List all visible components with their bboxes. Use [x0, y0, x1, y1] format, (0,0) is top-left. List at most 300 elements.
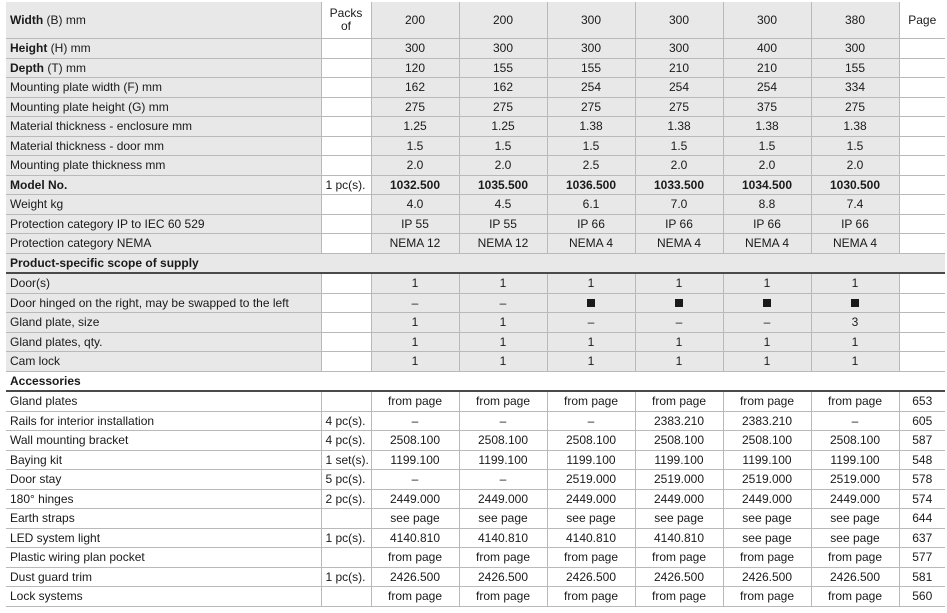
scope-packs — [321, 293, 371, 313]
accessory-value: 2383.210 — [723, 411, 811, 431]
filled-square-icon — [587, 299, 595, 307]
spec-page — [899, 234, 945, 254]
accessory-value: see page — [811, 509, 899, 529]
accessory-label: Gland plates — [6, 391, 321, 411]
spec-value: 1.5 — [723, 136, 811, 156]
spec-label-text: (T) mm — [44, 60, 86, 75]
accessory-row — [6, 528, 945, 548]
accessory-page: 578 — [899, 470, 945, 490]
packs-header — [321, 2, 371, 39]
spec-packs — [321, 214, 371, 234]
scope-packs — [321, 332, 371, 352]
spec-page — [899, 58, 945, 78]
scope-row — [6, 273, 945, 293]
spec-value: 1.25 — [371, 117, 459, 137]
accessory-value: from page — [723, 587, 811, 607]
spec-label-bold: Height — [10, 41, 48, 56]
spec-packs — [321, 39, 371, 59]
accessory-value: – — [371, 411, 459, 431]
spec-label-bold: Depth — [10, 60, 44, 75]
accessory-value: 1199.100 — [547, 450, 635, 470]
spec-label-text: Weight kg — [10, 197, 64, 212]
spec-value: 120 — [371, 58, 459, 78]
spec-page — [899, 97, 945, 117]
accessory-page: 581 — [899, 567, 945, 587]
spec-label-bold: Model No. — [10, 177, 68, 192]
accessory-packs: 1 pc(s). — [321, 567, 371, 587]
spec-value: 1035.500 — [459, 175, 547, 195]
scope-value: 1 — [547, 273, 635, 293]
spec-value: NEMA 4 — [723, 234, 811, 254]
spec-value: 2.0 — [811, 156, 899, 176]
spec-value: 2.5 — [547, 156, 635, 176]
spec-value: 2.0 — [723, 156, 811, 176]
spec-value: NEMA 4 — [635, 234, 723, 254]
accessory-row — [6, 587, 945, 607]
accessory-value: from page — [635, 548, 723, 568]
accessory-value: from page — [459, 548, 547, 568]
spec-packs — [321, 234, 371, 254]
scope-value: 1 — [635, 273, 723, 293]
spec-label-text: Material thickness - door mm — [10, 138, 165, 153]
accessory-value: from page — [459, 391, 547, 411]
accessory-label: Door stay — [6, 470, 321, 490]
page-header: Page — [899, 2, 945, 39]
spec-value: 2.0 — [371, 156, 459, 176]
spec-value: 162 — [371, 78, 459, 98]
scope-value: 1 — [547, 332, 635, 352]
spec-value: 1.5 — [371, 136, 459, 156]
accessory-label: LED system light — [6, 528, 321, 548]
spec-value: 300 — [723, 2, 811, 39]
spec-value: 275 — [547, 97, 635, 117]
spec-value: 1033.500 — [635, 175, 723, 195]
accessory-value: 2508.100 — [811, 431, 899, 451]
spec-value: 275 — [635, 97, 723, 117]
spec-packs — [321, 195, 371, 215]
accessory-value: 2383.210 — [635, 411, 723, 431]
spec-value: 200 — [371, 2, 459, 39]
scope-value: 1 — [723, 332, 811, 352]
scope-value: – — [459, 293, 547, 313]
scope-value: 1 — [547, 352, 635, 372]
accessory-packs — [321, 548, 371, 568]
spec-value: 6.1 — [547, 195, 635, 215]
accessory-row — [6, 548, 945, 568]
scope-value — [635, 293, 723, 313]
spec-value: 162 — [459, 78, 547, 98]
spec-row — [6, 234, 945, 254]
spec-packs — [321, 58, 371, 78]
spec-label-text: Protection category NEMA — [10, 236, 152, 251]
spec-row — [6, 156, 945, 176]
accessory-value: see page — [371, 509, 459, 529]
scope-packs — [321, 313, 371, 333]
accessory-value: from page — [459, 587, 547, 607]
accessory-value: see page — [459, 509, 547, 529]
accessory-value: 2449.000 — [635, 489, 723, 509]
scope-packs — [321, 273, 371, 293]
accessory-page: 605 — [899, 411, 945, 431]
scope-value: 1 — [635, 332, 723, 352]
spec-label — [6, 234, 321, 254]
spec-label — [6, 2, 321, 39]
scope-title-row — [6, 253, 945, 273]
scope-value: – — [635, 313, 723, 333]
spec-value: 300 — [635, 2, 723, 39]
accessory-label: Baying kit — [6, 450, 321, 470]
spec-label-text: Protection category IP to IEC 60 529 — [10, 216, 205, 231]
accessory-label: Lock systems — [6, 587, 321, 607]
scope-label: Door(s) — [6, 273, 321, 293]
spec-value: 1.5 — [547, 136, 635, 156]
accessory-row — [6, 391, 945, 411]
spec-label-text: Mounting plate height (G) mm — [10, 99, 169, 114]
spec-value: 275 — [811, 97, 899, 117]
scope-value — [811, 293, 899, 313]
spec-value: 300 — [635, 39, 723, 59]
spec-value: NEMA 12 — [459, 234, 547, 254]
scope-value: 1 — [811, 332, 899, 352]
spec-value: 1030.500 — [811, 175, 899, 195]
accessory-value: 1199.100 — [371, 450, 459, 470]
spec-value: 275 — [459, 97, 547, 117]
accessory-value: from page — [547, 548, 635, 568]
spec-value: 1.38 — [811, 117, 899, 137]
accessory-value: 1199.100 — [635, 450, 723, 470]
accessory-page: 644 — [899, 509, 945, 529]
spec-label — [6, 195, 321, 215]
scope-value: 1 — [459, 273, 547, 293]
spec-value: 7.0 — [635, 195, 723, 215]
spec-value: IP 55 — [371, 214, 459, 234]
scope-value — [723, 293, 811, 313]
accessory-page: 548 — [899, 450, 945, 470]
spec-label — [6, 39, 321, 59]
accessory-value: from page — [811, 548, 899, 568]
accessory-value: 2449.000 — [547, 489, 635, 509]
accessory-value: 2426.500 — [371, 567, 459, 587]
scope-label: Gland plate, size — [6, 313, 321, 333]
spec-value: NEMA 12 — [371, 234, 459, 254]
spec-value: IP 66 — [547, 214, 635, 234]
spec-value: 254 — [723, 78, 811, 98]
spec-label — [6, 214, 321, 234]
accessory-label: Earth straps — [6, 509, 321, 529]
accessory-value: from page — [723, 391, 811, 411]
spec-label-bold: Width — [10, 12, 44, 27]
spec-label — [6, 175, 321, 195]
spec-value: 1034.500 — [723, 175, 811, 195]
accessory-value: see page — [547, 509, 635, 529]
filled-square-icon — [675, 299, 683, 307]
spec-value: 300 — [459, 39, 547, 59]
spec-page — [899, 78, 945, 98]
accessory-page: 653 — [899, 391, 945, 411]
accessory-packs: 4 pc(s). — [321, 431, 371, 451]
scope-value — [547, 293, 635, 313]
scope-value: 1 — [635, 352, 723, 372]
spec-value: IP 66 — [635, 214, 723, 234]
scope-row — [6, 313, 945, 333]
accessory-label: 180° hinges — [6, 489, 321, 509]
spec-label-text: Mounting plate thickness mm — [10, 158, 166, 173]
spec-value: 2.0 — [635, 156, 723, 176]
spec-value: 2.0 — [459, 156, 547, 176]
spec-page — [899, 156, 945, 176]
scope-page — [899, 352, 945, 372]
spec-row — [6, 97, 945, 117]
spec-label-text: Mounting plate width (F) mm — [10, 80, 163, 95]
scope-page — [899, 313, 945, 333]
spec-label — [6, 97, 321, 117]
spec-value: 1036.500 — [547, 175, 635, 195]
spec-row — [6, 195, 945, 215]
spec-packs — [321, 78, 371, 98]
accessory-value: 2426.500 — [723, 567, 811, 587]
accessory-value: 2449.000 — [459, 489, 547, 509]
accessory-row — [6, 470, 945, 490]
accessory-page: 587 — [899, 431, 945, 451]
scope-value: 1 — [459, 313, 547, 333]
spec-value: 1.38 — [635, 117, 723, 137]
spec-value: IP 66 — [811, 214, 899, 234]
accessory-label: Rails for interior installation — [6, 411, 321, 431]
scope-value: – — [547, 313, 635, 333]
accessory-value: see page — [811, 528, 899, 548]
spec-value: 210 — [723, 58, 811, 78]
accessory-value: 2519.000 — [547, 470, 635, 490]
accessory-value: 2508.100 — [459, 431, 547, 451]
spec-value: 275 — [371, 97, 459, 117]
spec-label — [6, 117, 321, 137]
scope-value: 1 — [811, 352, 899, 372]
accessory-value: 2426.500 — [459, 567, 547, 587]
accessory-packs: 1 pc(s). — [321, 528, 371, 548]
spec-value: 1.5 — [459, 136, 547, 156]
scope-value: 1 — [371, 352, 459, 372]
accessory-packs: 2 pc(s). — [321, 489, 371, 509]
accessory-page: 577 — [899, 548, 945, 568]
accessory-value: from page — [723, 548, 811, 568]
spec-value: 1.5 — [811, 136, 899, 156]
accessory-packs — [321, 509, 371, 529]
spec-page — [899, 117, 945, 137]
filled-square-icon — [763, 299, 771, 307]
accessory-packs: 5 pc(s). — [321, 470, 371, 490]
spec-packs — [321, 97, 371, 117]
accessory-value: 2508.100 — [547, 431, 635, 451]
accessory-value: 2508.100 — [635, 431, 723, 451]
accessory-row — [6, 431, 945, 451]
accessory-page: 560 — [899, 587, 945, 607]
accessory-value: 2519.000 — [811, 470, 899, 490]
scope-value: 1 — [371, 273, 459, 293]
accessory-value: – — [459, 411, 547, 431]
accessory-value: see page — [723, 528, 811, 548]
spec-value: 400 — [723, 39, 811, 59]
accessory-packs — [321, 391, 371, 411]
accessory-value: 2426.500 — [547, 567, 635, 587]
spec-page — [899, 39, 945, 59]
accessory-value: from page — [811, 391, 899, 411]
scope-value: 1 — [811, 273, 899, 293]
scope-value: 1 — [371, 332, 459, 352]
accessory-value: see page — [635, 509, 723, 529]
spec-label — [6, 136, 321, 156]
accessory-value: – — [547, 411, 635, 431]
accessory-row — [6, 509, 945, 529]
accessory-packs: 4 pc(s). — [321, 411, 371, 431]
accessory-value: 4140.810 — [547, 528, 635, 548]
spec-page — [899, 175, 945, 195]
spec-value: 4.5 — [459, 195, 547, 215]
spec-section — [6, 2, 945, 253]
spec-value: 4.0 — [371, 195, 459, 215]
spec-value: 155 — [811, 58, 899, 78]
accessory-value: – — [371, 470, 459, 490]
accessory-value: 2519.000 — [723, 470, 811, 490]
spec-page — [899, 195, 945, 215]
accessory-value: from page — [371, 391, 459, 411]
accessory-value: 2449.000 — [371, 489, 459, 509]
spec-packs — [321, 117, 371, 137]
scope-page — [899, 332, 945, 352]
scope-value: – — [723, 313, 811, 333]
spec-label-text: (H) mm — [47, 41, 91, 56]
scope-label: Door hinged on the right, may be swapped to the left — [6, 293, 321, 313]
accessory-value: from page — [371, 587, 459, 607]
filled-square-icon — [851, 299, 859, 307]
accessory-value: 1199.100 — [723, 450, 811, 470]
spec-row — [6, 117, 945, 137]
spec-row — [6, 78, 945, 98]
accessory-value: from page — [811, 587, 899, 607]
spec-value: 300 — [547, 2, 635, 39]
accessory-value: 4140.810 — [371, 528, 459, 548]
scope-row — [6, 352, 945, 372]
spec-label — [6, 58, 321, 78]
accessory-value: from page — [371, 548, 459, 568]
accessory-value: 2449.000 — [811, 489, 899, 509]
scope-value: 1 — [723, 352, 811, 372]
spec-label — [6, 78, 321, 98]
scope-page — [899, 293, 945, 313]
scope-value: 3 — [811, 313, 899, 333]
accessory-value: 1199.100 — [459, 450, 547, 470]
accessory-packs — [321, 587, 371, 607]
accessory-value: from page — [547, 391, 635, 411]
accessory-label: Dust guard trim — [6, 567, 321, 587]
spec-value: NEMA 4 — [811, 234, 899, 254]
scope-page — [899, 273, 945, 293]
spec-value: 155 — [459, 58, 547, 78]
accessory-row — [6, 450, 945, 470]
spec-label-text: Material thickness - enclosure mm — [10, 119, 193, 134]
spec-value: 300 — [811, 39, 899, 59]
scope-label: Gland plates, qty. — [6, 332, 321, 352]
spec-value: 210 — [635, 58, 723, 78]
spec-packs — [321, 136, 371, 156]
accessory-row — [6, 411, 945, 431]
scope-row — [6, 293, 945, 313]
accessory-value: 4140.810 — [459, 528, 547, 548]
spec-page — [899, 214, 945, 234]
spec-value: 1.25 — [459, 117, 547, 137]
scope-value: 1 — [723, 273, 811, 293]
spec-value: 7.4 — [811, 195, 899, 215]
spec-page — [899, 136, 945, 156]
accessory-value: – — [459, 470, 547, 490]
accessory-label: Plastic wiring plan pocket — [6, 548, 321, 568]
scope-value: 1 — [371, 313, 459, 333]
spec-row — [6, 214, 945, 234]
spec-row — [6, 175, 945, 195]
accessory-value: from page — [635, 391, 723, 411]
scope-title: Product-specific scope of supply — [6, 253, 945, 273]
accessory-value: see page — [723, 509, 811, 529]
accessory-value: 2426.500 — [635, 567, 723, 587]
spec-label — [6, 156, 321, 176]
accessory-row — [6, 567, 945, 587]
accessory-packs: 1 set(s). — [321, 450, 371, 470]
accessory-value: 2508.100 — [371, 431, 459, 451]
accessory-value: 2519.000 — [635, 470, 723, 490]
accessory-page: 574 — [899, 489, 945, 509]
accessory-row — [6, 489, 945, 509]
spec-row — [6, 58, 945, 78]
spec-value: 380 — [811, 2, 899, 39]
accessories-title-row — [6, 371, 945, 391]
scope-value: – — [371, 293, 459, 313]
accessory-value: from page — [547, 587, 635, 607]
accessory-value: 4140.810 — [635, 528, 723, 548]
accessory-page: 637 — [899, 528, 945, 548]
scope-row — [6, 332, 945, 352]
scope-value: 1 — [459, 332, 547, 352]
product-spec-table — [6, 2, 945, 607]
accessories-section — [6, 371, 945, 606]
spec-value: 334 — [811, 78, 899, 98]
scope-label: Cam lock — [6, 352, 321, 372]
accessory-value: from page — [635, 587, 723, 607]
spec-value: IP 66 — [723, 214, 811, 234]
spec-label-text: (B) mm — [43, 12, 86, 27]
scope-packs — [321, 352, 371, 372]
spec-value: 375 — [723, 97, 811, 117]
spec-value: 254 — [635, 78, 723, 98]
spec-value: 155 — [547, 58, 635, 78]
spec-row — [6, 2, 945, 39]
accessory-value: 2508.100 — [723, 431, 811, 451]
spec-value: 300 — [371, 39, 459, 59]
spec-value: IP 55 — [459, 214, 547, 234]
spec-value: 254 — [547, 78, 635, 98]
spec-value: 1.38 — [723, 117, 811, 137]
packs-header-label: Packs of — [329, 6, 363, 33]
accessory-value: – — [811, 411, 899, 431]
spec-value: 1.5 — [635, 136, 723, 156]
accessory-value: 1199.100 — [811, 450, 899, 470]
spec-packs: 1 pc(s). — [321, 175, 371, 195]
scope-section — [6, 253, 945, 371]
spec-packs — [321, 156, 371, 176]
spec-value: NEMA 4 — [547, 234, 635, 254]
spec-value: 200 — [459, 2, 547, 39]
accessories-title: Accessories — [6, 371, 945, 391]
spec-value: 8.8 — [723, 195, 811, 215]
accessory-label: Wall mounting bracket — [6, 431, 321, 451]
